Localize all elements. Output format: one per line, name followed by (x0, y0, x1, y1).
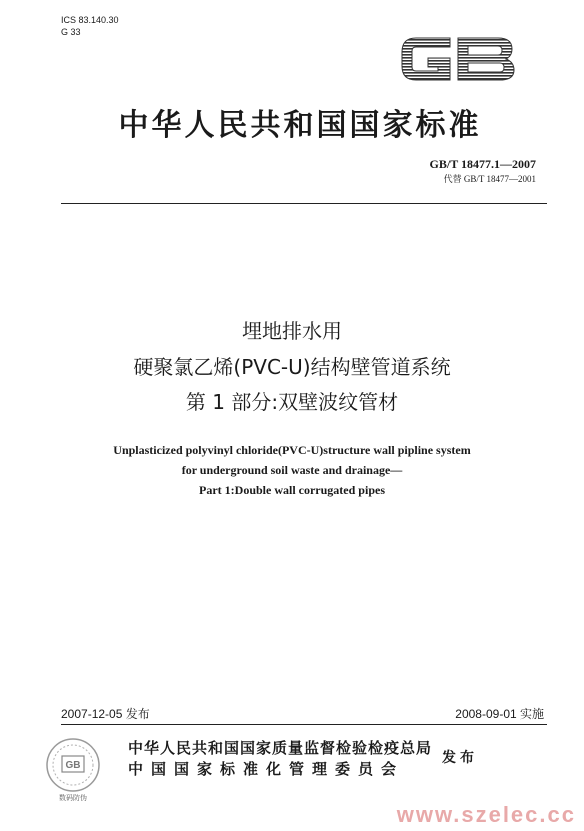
classification-codes (61, 14, 119, 38)
en-title-line2: for underground soil waste and drainage— (181, 463, 403, 477)
issuing-authorities (128, 738, 432, 780)
site-watermark: www.szelec.cc (396, 802, 576, 827)
gb-logo (398, 30, 518, 88)
replaces-note: 代替 GB/T 18477—2001 (443, 174, 536, 184)
ics-code: ICS 83.140.30 (61, 15, 119, 25)
implement-date: 2008-09-01 实施 (455, 707, 544, 721)
release-date: 2007-12-05 发布 (61, 707, 150, 721)
top-divider (61, 203, 547, 204)
bottom-divider (61, 724, 547, 725)
standard-code: GB/T 18477.1—2007 (429, 157, 536, 171)
standard-title: 中华人民共和国国家标准 (118, 108, 482, 143)
cn-title-line1: 埋地排水用 (242, 319, 342, 343)
anti-counterfeit-seal (38, 732, 108, 802)
seal-caption: 数码防伪 (59, 794, 87, 802)
en-title-line3: Part 1:Double wall corrugated pipes (199, 483, 385, 497)
issuer-aqsiq: 中华人民共和国国家质量监督检验检疫总局 (128, 739, 433, 757)
en-title-line1: Unplasticized polyvinyl chloride(PVC-U)structure wall pipline system (113, 443, 471, 457)
cn-title-line3: 第 1 部分:双壁波纹管材 (185, 390, 399, 414)
issuer-sac: 中国国家标准化管理委员会 (128, 760, 405, 778)
seal-logo-text: GB (65, 760, 81, 771)
cn-title-line2: 硬聚氯乙烯(PVC-U)结构壁管道系统 (133, 355, 451, 379)
publish-label: 发布 (442, 750, 478, 766)
ccs-code: G 33 (61, 27, 81, 37)
